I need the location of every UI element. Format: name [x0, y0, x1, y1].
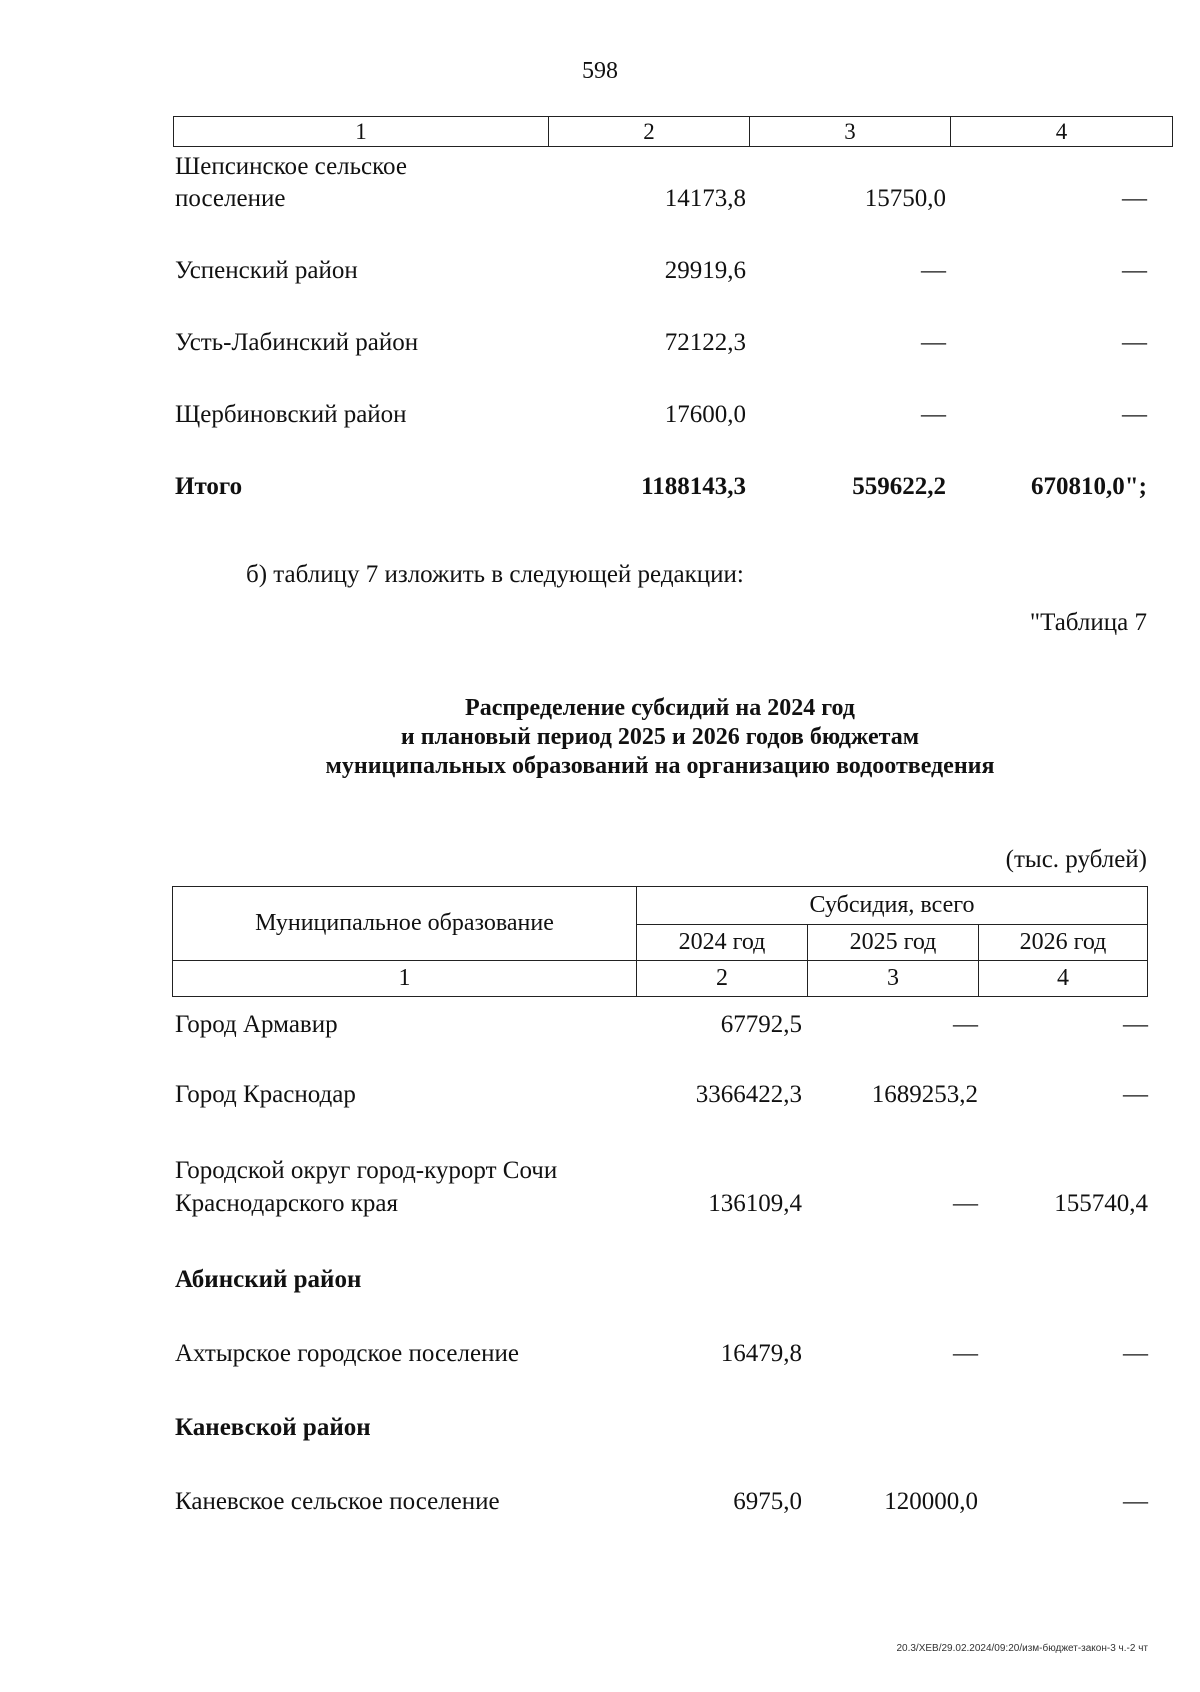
- col-subsidy-group-header: Субсидия, всего: [637, 887, 1148, 925]
- row-value-2026: —: [1123, 1488, 1148, 1515]
- page-number: 598: [582, 58, 618, 84]
- col-number-1: 1: [173, 961, 637, 997]
- row-value-2024: 16479,8: [720, 1340, 802, 1367]
- row-value-2025: —: [953, 1011, 978, 1038]
- row-value-2024: 136109,4: [708, 1190, 802, 1217]
- col-2024-header: 2024 год: [637, 925, 808, 961]
- row-name-line1: Шепсинское сельское: [175, 153, 407, 180]
- row-value-2026: —: [1122, 257, 1147, 284]
- title-line-3: муниципальных образований на организацию водоотведения: [325, 753, 995, 779]
- table1-col-2: 2: [549, 117, 750, 147]
- row-name-line2: поселение: [175, 185, 286, 212]
- row-value-2024: 72122,3: [664, 329, 746, 356]
- row-value-2024: 14173,8: [664, 185, 746, 212]
- table2-header: [172, 886, 1148, 997]
- row-name: Ахтырское городское поселение: [175, 1340, 519, 1367]
- col-number-4: 4: [979, 961, 1148, 997]
- row-value-2025: —: [921, 401, 946, 428]
- row-value-2026: —: [1123, 1011, 1148, 1038]
- row-name: Город Армавир: [175, 1011, 338, 1038]
- row-value-2026: —: [1122, 329, 1147, 356]
- table1-col-1: 1: [174, 117, 549, 147]
- units-label: (тыс. рублей): [1005, 846, 1147, 873]
- table1-col-3: 3: [750, 117, 951, 147]
- row-value-2025: 120000,0: [884, 1488, 978, 1515]
- row-value-2025: —: [953, 1340, 978, 1367]
- row-value-2024: 3366422,3: [695, 1081, 802, 1108]
- total-2025: 559622,2: [852, 473, 946, 500]
- footer-file-reference: 20.3/ХЕВ/29.02.2024/09:20/изм-бюджет-закон-3 ч.-2 чт: [896, 1643, 1148, 1654]
- row-value-2025: —: [953, 1190, 978, 1217]
- total-2026: 670810,0";: [1031, 473, 1147, 500]
- row-value-2024: 67792,5: [720, 1011, 802, 1038]
- row-name: Щербиновский район: [175, 401, 407, 428]
- row-value-2026: —: [1122, 185, 1147, 212]
- row-value-2025: 1689253,2: [871, 1081, 978, 1108]
- row-value-2025: —: [921, 329, 946, 356]
- table1-header: [173, 116, 1173, 147]
- row-value-2024: 17600,0: [664, 401, 746, 428]
- title-line-1: Распределение субсидий на 2024 год: [465, 695, 855, 721]
- district-heading: Каневской район: [175, 1414, 371, 1441]
- col-number-3: 3: [808, 961, 979, 997]
- row-name-line2: Краснодарского края: [175, 1190, 398, 1217]
- row-value-2025: 15750,0: [864, 185, 946, 212]
- row-name: Усть-Лабинский район: [175, 329, 419, 356]
- row-name: Успенский район: [175, 257, 358, 284]
- table1-col-4: 4: [951, 117, 1173, 147]
- col-municipality-header: Муниципальное образование: [173, 887, 637, 961]
- row-value-2025: —: [921, 257, 946, 284]
- table-label: "Таблица 7: [1029, 609, 1147, 636]
- row-value-2026: —: [1122, 401, 1147, 428]
- col-2026-header: 2026 год: [979, 925, 1148, 961]
- col-2025-header: 2025 год: [808, 925, 979, 961]
- table-title: [0, 694, 1200, 781]
- row-name: Город Краснодар: [175, 1081, 356, 1108]
- total-label: Итого: [175, 473, 243, 500]
- col-number-2: 2: [637, 961, 808, 997]
- row-value-2026: 155740,4: [1054, 1190, 1148, 1217]
- instruction-text: б) таблицу 7 изложить в следующей редакции:: [246, 561, 744, 588]
- total-2024: 1188143,3: [641, 473, 746, 500]
- row-value-2024: 29919,6: [664, 257, 746, 284]
- row-value-2026: —: [1123, 1081, 1148, 1108]
- title-line-2: и плановый период 2025 и 2026 годов бюджетам: [400, 724, 920, 750]
- row-name-line1: Городской округ город-курорт Сочи: [175, 1157, 558, 1184]
- row-value-2024: 6975,0: [733, 1488, 802, 1515]
- district-heading: Абинский район: [175, 1266, 362, 1293]
- row-name: Каневское сельское поселение: [175, 1488, 500, 1515]
- row-value-2026: —: [1123, 1340, 1148, 1367]
